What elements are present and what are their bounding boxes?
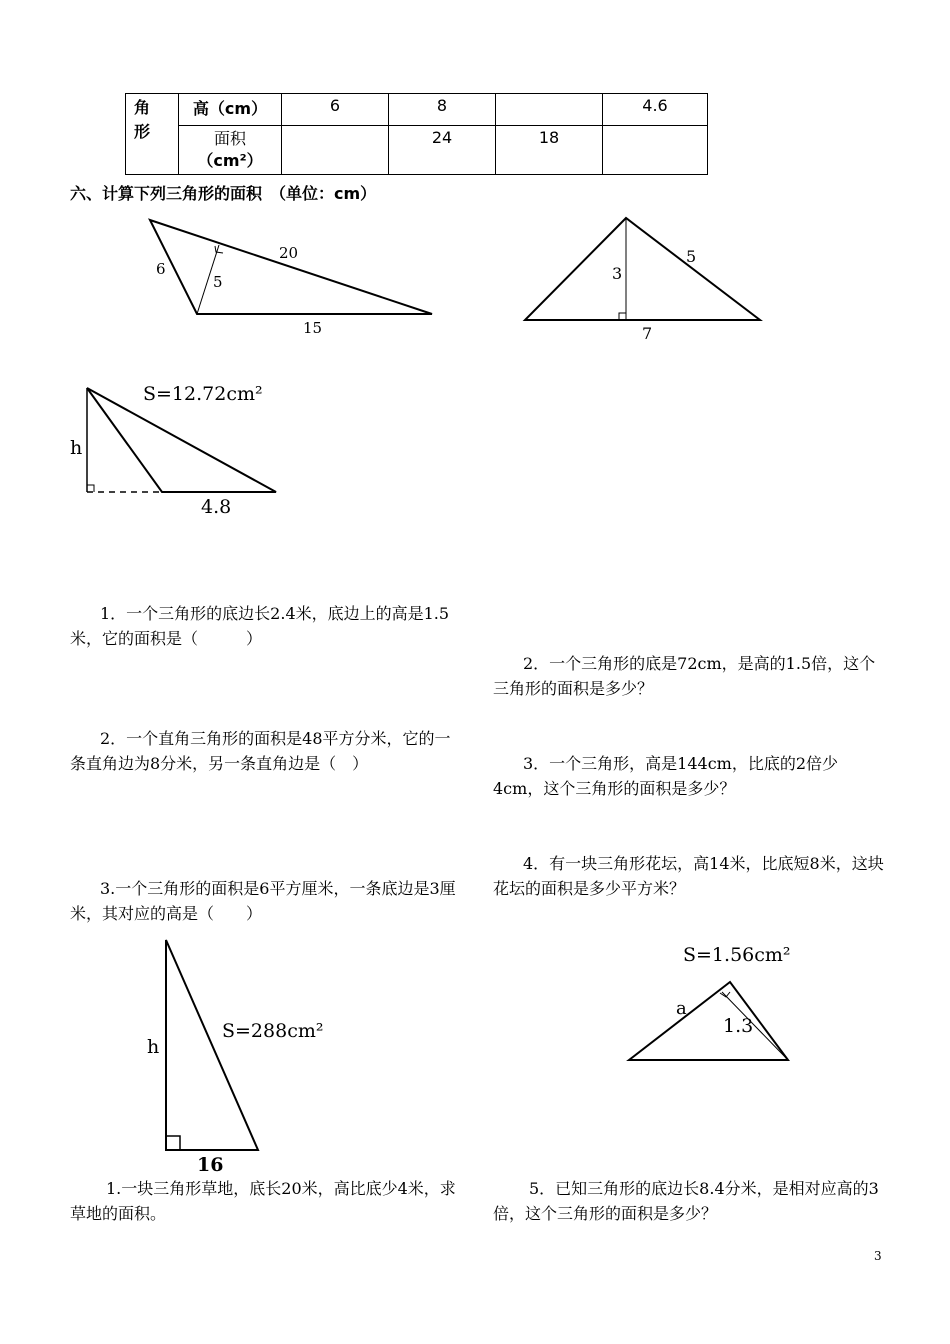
question-left-4: 1.一块三角形草地，底长20米，高比底少4米，求草地的面积。 [70, 1179, 456, 1223]
fig1-height: 5 [213, 273, 223, 291]
fig5-area: S=1.56cm² [683, 944, 791, 966]
question-right-2: 3．一个三角形，高是144cm，比底的2倍少4cm，这个三角形的面积是多少？ [493, 754, 839, 798]
fig3-base: 4.8 [201, 496, 232, 518]
row2-header-line2: （cm²） [197, 151, 263, 170]
fig5-side: a [676, 998, 687, 1019]
question-right-4: 5．已知三角形的底边长8.4分米，是相对应高的3倍，这个三角形的面积是多少？ [493, 1179, 879, 1223]
section-heading: 六、计算下列三角形的面积 （单位：cm） [70, 184, 377, 203]
fig1-side-a: 6 [156, 260, 166, 278]
fig2-height: 3 [612, 264, 623, 283]
question-left-1: 1．一个三角形的底边长2.4米，底边上的高是1.5米，它的面积是（ ） [70, 604, 450, 648]
fig2-base: 7 [642, 324, 653, 343]
table-cell: 24 [389, 126, 496, 175]
fig3-height: h [70, 437, 83, 459]
question-right-3: 4．有一块三角形花坛，高14米，比底短8米，这块花坛的面积是多少平方米？ [493, 854, 884, 898]
fig1-base: 15 [303, 319, 323, 337]
fig2-side: 5 [686, 247, 697, 266]
table-cell: 8 [389, 94, 496, 126]
triangle-5-shape [629, 982, 788, 1060]
table-cell: 4.6 [603, 94, 708, 126]
row2-header-line1: 面积 [213, 129, 246, 148]
table-cell: 18 [496, 126, 603, 175]
question-left-3: 3.一个三角形的面积是6平方厘米，一条底边是3厘米，其对应的高是（ ） [70, 879, 456, 923]
fig3-area: S=12.72cm² [143, 383, 263, 405]
fig1-side-b: 20 [279, 244, 299, 262]
fig4-base: 16 [197, 1154, 224, 1176]
side-label-2: 形 [134, 122, 151, 141]
table-cell: 6 [282, 94, 389, 126]
page-number: 3 [874, 1249, 882, 1263]
side-label-1: 角 [134, 98, 151, 117]
fig4-height: h [147, 1036, 160, 1058]
fig4-area: S=288cm² [222, 1020, 324, 1042]
row1-header: 高（cm） [179, 94, 282, 126]
fig5-height: 1.3 [723, 1015, 754, 1037]
question-left-2: 2．一个直角三角形的面积是48平方分米，它的一条直角边为8分米，另一条直角边是（ ） [70, 729, 451, 773]
question-right-1: 2．一个三角形的底是72cm，是高的1.5倍，这个三角形的面积是多少？ [493, 654, 876, 698]
